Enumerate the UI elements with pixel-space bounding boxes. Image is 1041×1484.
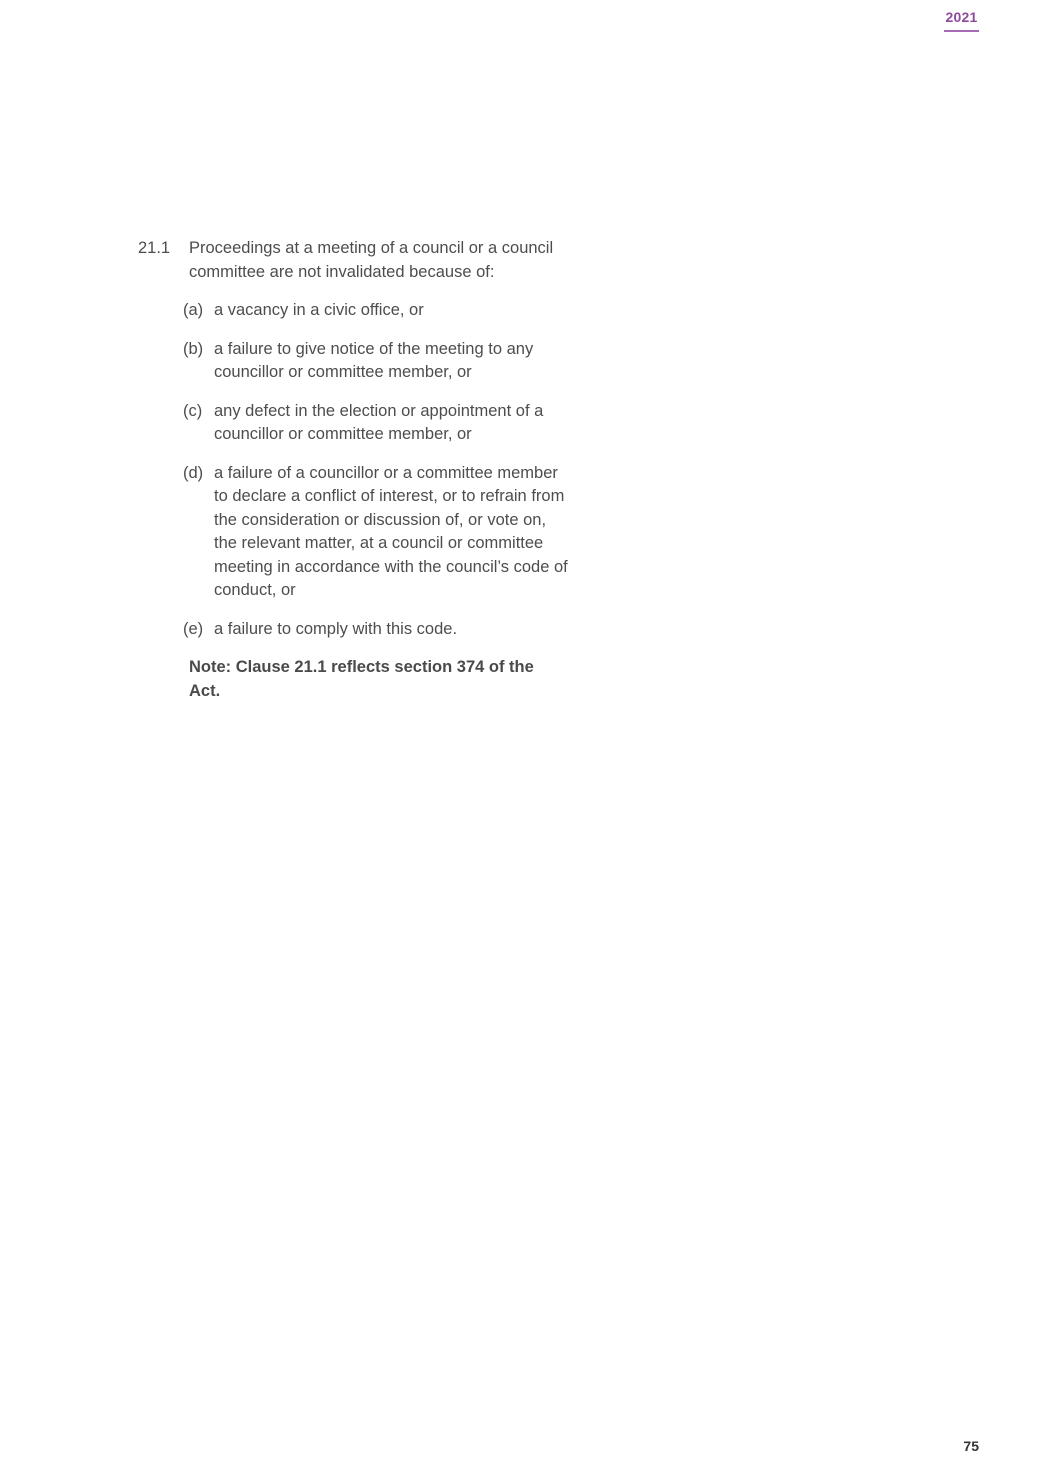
year-badge: 2021 — [944, 9, 979, 32]
item-letter: (d) — [183, 463, 204, 482]
page-number: 75 — [963, 1438, 979, 1454]
clause-item-a — [183, 299, 568, 323]
item-letter: (c) — [183, 401, 203, 420]
item-text: a failure to give notice of the meeting to any councillor or committee member, or — [214, 339, 534, 381]
item-text: a failure of a councillor or a committee member to declare a conflict of interest, or to refrain from the consideration or discussion of, or vote on, the relevant matter, at a council or committee meeting in accordance with the council’s code of conduct, or — [214, 463, 568, 599]
item-text: a failure to comply with this code. — [214, 619, 458, 638]
clause-21-1 — [138, 237, 568, 703]
item-letter: (b) — [183, 339, 204, 358]
clause-item-d — [183, 462, 568, 603]
clause-heading — [138, 237, 568, 284]
clause-note: Note: Clause 21.1 reflects section 374 of the Act. — [189, 658, 534, 700]
clause-item-list — [138, 299, 568, 641]
clause-number: 21.1 — [138, 239, 171, 257]
clause-item-c — [183, 400, 568, 447]
item-letter: (e) — [183, 619, 204, 638]
item-letter: (a) — [183, 301, 204, 319]
clause-item-b — [183, 338, 568, 385]
item-text: a vacancy in a civic office, or — [214, 301, 424, 319]
clause-lead-text: Proceedings at a meeting of a council or a council committee are not invalidated because of: — [189, 239, 554, 281]
clause-item-e — [183, 618, 568, 642]
item-text: any defect in the election or appointment of a councillor or committee member, or — [214, 401, 544, 443]
